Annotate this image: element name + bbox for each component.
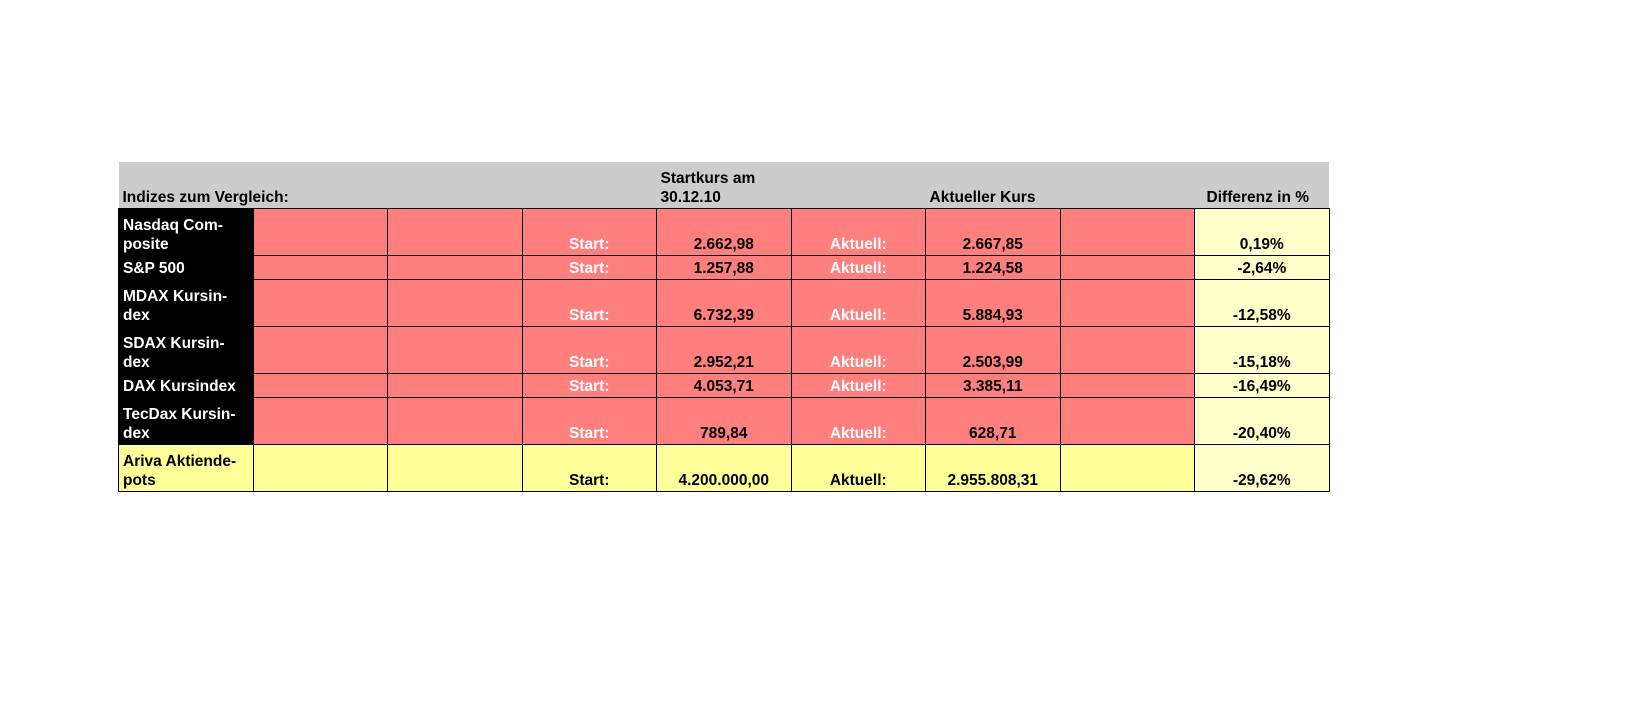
empty-cell bbox=[1060, 374, 1195, 398]
index-rows bbox=[119, 209, 1330, 492]
index-name-line1: DAX Kursindex bbox=[123, 378, 236, 395]
empty-cell bbox=[253, 209, 388, 256]
current-label: Aktuell: bbox=[791, 398, 926, 445]
empty-cell bbox=[1060, 445, 1195, 492]
table-row bbox=[119, 209, 1330, 256]
diff-value: -20,40% bbox=[1195, 398, 1330, 445]
start-header bbox=[657, 162, 792, 209]
index-name-cell bbox=[119, 374, 254, 398]
diff-header: Differenz in % bbox=[1195, 162, 1330, 209]
start-label: Start: bbox=[522, 280, 657, 327]
empty-cell bbox=[253, 398, 388, 445]
empty-cell bbox=[388, 398, 523, 445]
index-name-line2: dex bbox=[123, 354, 150, 371]
index-name-line2: dex bbox=[123, 307, 150, 324]
current-value: 1.224,58 bbox=[926, 256, 1061, 280]
empty-cell bbox=[388, 327, 523, 374]
current-label: Aktuell: bbox=[791, 374, 926, 398]
start-header-line2: 30.12.10 bbox=[660, 189, 721, 206]
index-name-line1: SDAX Kursin- bbox=[123, 335, 225, 352]
empty-cell bbox=[388, 209, 523, 256]
start-label: Start: bbox=[522, 445, 657, 492]
empty-cell bbox=[388, 445, 523, 492]
index-name-cell bbox=[119, 327, 254, 374]
index-name-line1: MDAX Kursin- bbox=[123, 288, 228, 305]
start-value: 6.732,39 bbox=[657, 280, 792, 327]
diff-value: -2,64% bbox=[1195, 256, 1330, 280]
start-header-line1: Startkurs am bbox=[660, 170, 756, 187]
diff-value: -12,58% bbox=[1195, 280, 1330, 327]
start-value: 1.257,88 bbox=[657, 256, 792, 280]
index-name-cell bbox=[119, 209, 254, 256]
index-name-line2: posite bbox=[123, 236, 169, 253]
diff-value: -15,18% bbox=[1195, 327, 1330, 374]
start-label: Start: bbox=[522, 398, 657, 445]
header-spacer bbox=[791, 162, 926, 209]
current-label: Aktuell: bbox=[791, 327, 926, 374]
current-header: Aktueller Kurs bbox=[926, 162, 1195, 209]
index-name-line1: S&P 500 bbox=[123, 260, 185, 277]
table-row bbox=[119, 256, 1330, 280]
empty-cell bbox=[253, 256, 388, 280]
comparison-sheet bbox=[118, 162, 1329, 492]
index-name-cell bbox=[119, 445, 254, 492]
index-name-line1: Nasdaq Com- bbox=[123, 217, 223, 234]
current-value: 2.503,99 bbox=[926, 327, 1061, 374]
current-label: Aktuell: bbox=[791, 256, 926, 280]
current-label: Aktuell: bbox=[791, 209, 926, 256]
empty-cell bbox=[253, 327, 388, 374]
empty-cell bbox=[388, 280, 523, 327]
index-name-line2: dex bbox=[123, 425, 150, 442]
empty-cell bbox=[1060, 327, 1195, 374]
start-label: Start: bbox=[522, 256, 657, 280]
empty-cell bbox=[1060, 209, 1195, 256]
start-value: 2.662,98 bbox=[657, 209, 792, 256]
header-row bbox=[119, 162, 1330, 209]
index-comparison-table bbox=[118, 162, 1330, 492]
empty-cell bbox=[1060, 256, 1195, 280]
table-row bbox=[119, 327, 1330, 374]
empty-cell bbox=[253, 445, 388, 492]
indices-header: Indizes zum Vergleich: bbox=[119, 162, 657, 209]
empty-cell bbox=[253, 374, 388, 398]
index-name-line1: TecDax Kursin- bbox=[123, 406, 236, 423]
empty-cell bbox=[388, 256, 523, 280]
current-label: Aktuell: bbox=[791, 445, 926, 492]
index-name-cell bbox=[119, 280, 254, 327]
start-value: 4.053,71 bbox=[657, 374, 792, 398]
table-row bbox=[119, 374, 1330, 398]
current-value: 2.667,85 bbox=[926, 209, 1061, 256]
index-name-cell bbox=[119, 398, 254, 445]
current-label: Aktuell: bbox=[791, 280, 926, 327]
table-row bbox=[119, 280, 1330, 327]
index-name-cell bbox=[119, 256, 254, 280]
current-value: 628,71 bbox=[926, 398, 1061, 445]
index-name-line1: Ariva Aktiende- bbox=[123, 453, 237, 470]
table-row bbox=[119, 445, 1330, 492]
start-value: 789,84 bbox=[657, 398, 792, 445]
start-value: 2.952,21 bbox=[657, 327, 792, 374]
start-label: Start: bbox=[522, 327, 657, 374]
diff-value: 0,19% bbox=[1195, 209, 1330, 256]
diff-value: -29,62% bbox=[1195, 445, 1330, 492]
start-value: 4.200.000,00 bbox=[657, 445, 792, 492]
start-label: Start: bbox=[522, 374, 657, 398]
empty-cell bbox=[253, 280, 388, 327]
diff-value: -16,49% bbox=[1195, 374, 1330, 398]
empty-cell bbox=[1060, 280, 1195, 327]
current-value: 2.955.808,31 bbox=[926, 445, 1061, 492]
empty-cell bbox=[388, 374, 523, 398]
start-label: Start: bbox=[522, 209, 657, 256]
empty-cell bbox=[1060, 398, 1195, 445]
index-name-line2: pots bbox=[123, 472, 156, 489]
table-row bbox=[119, 398, 1330, 445]
current-value: 3.385,11 bbox=[926, 374, 1061, 398]
current-value: 5.884,93 bbox=[926, 280, 1061, 327]
